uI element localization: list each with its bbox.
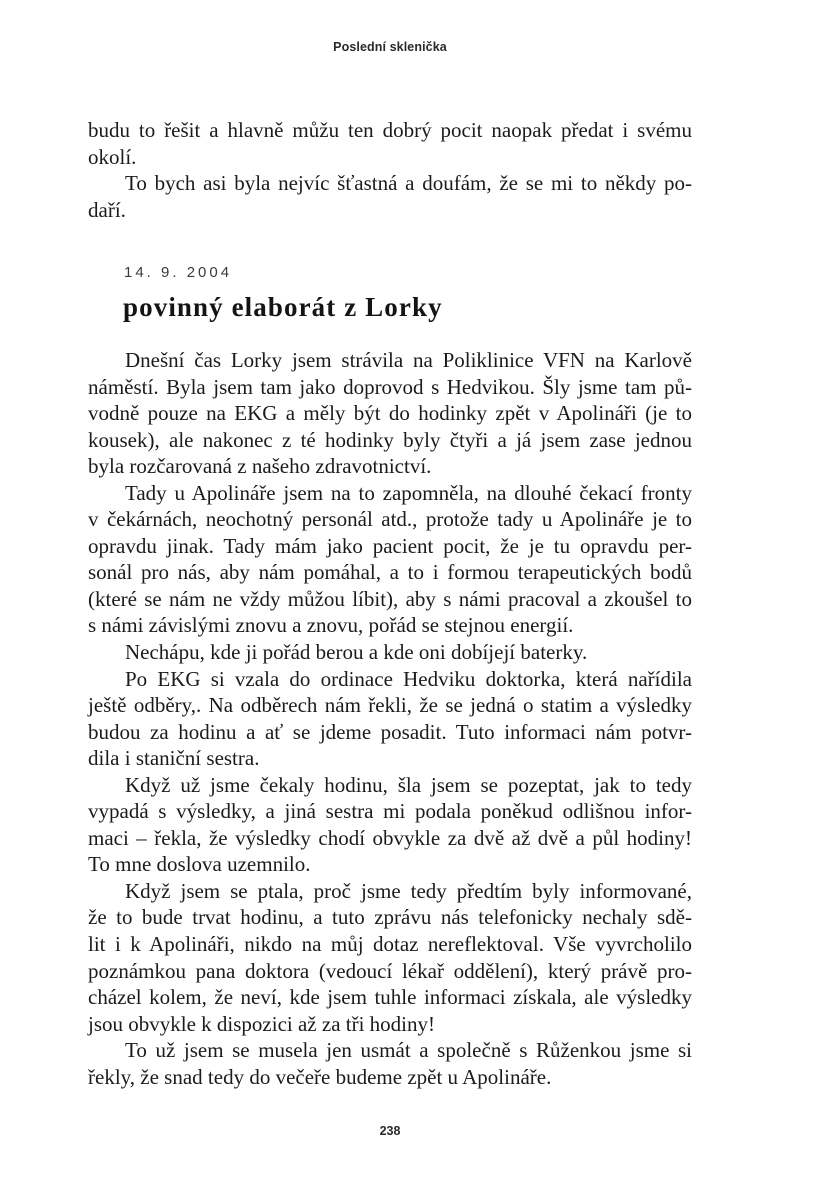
text-line: budou za hodinu a ať se jdeme posadit. Tuto informaci nám potvr- xyxy=(88,719,692,744)
continued-text-from-previous-page xyxy=(88,117,692,223)
text-line: Když jsem se ptala, proč jsme tedy předtím byly informované, xyxy=(125,878,692,903)
entry-date: 14. 9. 2004 xyxy=(124,264,233,281)
text-line: sonál pro nás, aby nám pomáhal, a to i formou terapeutických bodů xyxy=(88,560,692,585)
running-head-title: Poslední sklenička xyxy=(333,40,447,54)
paragraph xyxy=(88,170,692,223)
entry-body xyxy=(88,347,692,1090)
text-line: maci – řekla, že výsledky chodí obvykle za dvě až dvě a půl hodiny! xyxy=(88,825,692,850)
paragraph xyxy=(88,639,692,666)
text-line: kousek), ale nakonec z té hodinky byly čtyři a já jsem zase jednou xyxy=(88,427,692,452)
text-line: Po EKG si vzala do ordinace Hedviku doktorka, která nařídila xyxy=(125,666,692,691)
text-line: Nechápu, kde ji pořád berou a kde oni dobíjejí baterky. xyxy=(125,640,588,665)
text-line: opravdu jinak. Tady mám jako pacient pocit, že je tu opravdu per- xyxy=(88,533,692,558)
text-line: vypadá s výsledky, a jiná sestra mi podala poněkud odlišnou infor- xyxy=(88,799,692,824)
paragraph xyxy=(88,117,692,170)
paragraph xyxy=(88,1037,692,1090)
entry-title: povinný elaborát z Lorky xyxy=(123,292,443,322)
paragraph xyxy=(88,480,692,639)
text-line: náměstí. Byla jsem tam jako doprovod s Hedvikou. Šly jsme tam pů- xyxy=(88,374,692,399)
text-line: cházel kolem, že neví, kde jsem tuhle informaci získala, ale výsledky xyxy=(88,985,692,1010)
text-line: v čekárnách, neochotný personál atd., protože tady u Apolináře je to xyxy=(88,507,692,532)
text-line: Dnešní čas Lorky jsem strávila na Poliklinice VFN na Karlově xyxy=(125,348,692,372)
text-line: To už jsem se musela jen usmát a společně s Růženkou jsme si xyxy=(125,1038,692,1063)
text-line: ještě odběry,. Na odběrech nám řekli, že se jedná o statim a výsledky xyxy=(88,693,692,718)
text-line: že to bude trvat hodinu, a tuto zprávu nás telefonicky nechaly sdě- xyxy=(88,905,692,930)
paragraph xyxy=(88,347,692,480)
text-line: To mne doslova uzemnilo. xyxy=(88,852,311,877)
text-line: okolí. xyxy=(88,144,137,169)
page-number: 238 xyxy=(379,1124,401,1138)
text-line: daří. xyxy=(88,197,126,222)
text-line: Tady u Apolináře jsem na to zapomněla, na dlouhé čekací fronty xyxy=(125,480,692,505)
text-line: dila i staniční sestra. xyxy=(88,746,260,771)
text-line: (které se nám ne vždy můžou líbit), aby s námi pracoval a zkoušel to xyxy=(88,586,692,611)
paragraph xyxy=(88,666,692,772)
text-line: poznámkou pana doktora (vedoucí lékař oddělení), který právě pro- xyxy=(88,958,692,983)
text-line: s námi závislými znovu a znovu, pořád se stejnou energií. xyxy=(88,613,574,638)
text-line: vodně pouze na EKG a měly být do hodinky zpět v Apolináři (je to xyxy=(88,401,692,426)
paragraph xyxy=(88,878,692,1037)
text-line: To bych asi byla nejvíc šťastná a doufám, že se mi to někdy po- xyxy=(125,171,692,196)
text-line: byla rozčarovaná z našeho zdravotnictví. xyxy=(88,454,432,479)
text-line: jsou obvykle k dispozici až za tři hodiny! xyxy=(88,1011,436,1036)
text-line: řekly, že snad tedy do večeře budeme zpět u Apolináře. xyxy=(88,1064,552,1089)
text-line: budu to řešit a hlavně můžu ten dobrý pocit naopak předat i svému xyxy=(88,118,692,142)
paragraph xyxy=(88,772,692,878)
text-line: Když už jsme čekaly hodinu, šla jsem se pozeptat, jak to tedy xyxy=(125,772,692,797)
text-line: lit i k Apolináři, nikdo na můj dotaz nereflektoval. Vše vyvrcholilo xyxy=(88,932,692,957)
